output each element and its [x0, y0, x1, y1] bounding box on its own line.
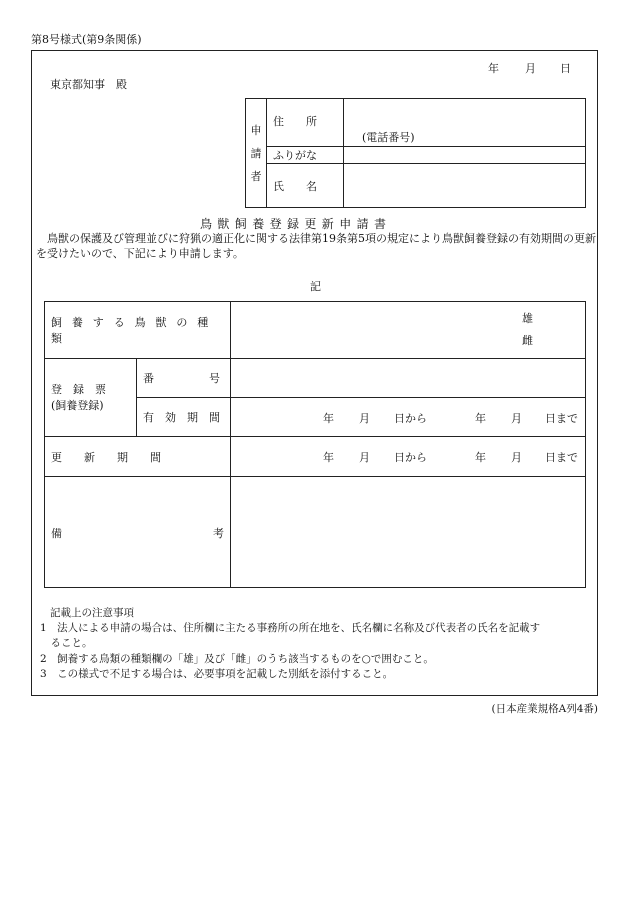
- number-label: 番 号: [137, 359, 231, 398]
- species-field[interactable]: [231, 302, 586, 359]
- form-number: 第8号様式(第9条関係): [31, 33, 142, 46]
- date-year: 年: [488, 62, 499, 75]
- form-title: 鳥獣飼養登録更新申請書: [200, 217, 392, 231]
- note-item: 3 この様式で不足する場合は、必要事項を記載した別紙を添付すること。: [40, 668, 394, 680]
- applicant-table: [245, 98, 586, 208]
- species-label: 飼養する鳥獣の種類: [45, 302, 231, 359]
- number-field[interactable]: [231, 359, 586, 398]
- note-item: 1 法人による申請の場合は、住所欄に主たる事務所の所在地を、氏名欄に名称及び代表者の氏名を記載す: [40, 622, 541, 634]
- note-item: ること。: [40, 637, 93, 649]
- date-day: 日: [560, 62, 571, 75]
- registration-label: 登 録 票 (飼養登録): [45, 359, 137, 437]
- remarks-label: 備 考: [45, 477, 231, 588]
- furigana-label: ふりがな: [267, 147, 344, 164]
- furigana-field[interactable]: [344, 147, 586, 164]
- addressee: 東京都知事 殿: [50, 78, 127, 91]
- validity-label: 有 効 期 間: [137, 398, 231, 437]
- paper-size-note: (日本産業規格A列4番): [491, 703, 598, 715]
- intro-text: 鳥獣の保護及び管理並びに狩猟の適正化に関する法律第19条第5項の規定により鳥獣飼養登録の有効期間の更新を受けたいので、下記により申請します。: [36, 232, 596, 260]
- name-field[interactable]: [344, 164, 586, 208]
- female-label: 雌: [522, 334, 533, 347]
- phone-label: (電話番号): [362, 131, 415, 144]
- note-item: 2 飼養する鳥類の種類欄の「雄」及び「雌」のうち該当するものを○で囲むこと。: [40, 653, 434, 665]
- address-label: 住 所: [267, 99, 344, 147]
- renewal-field[interactable]: 年 月 日から 年 月 日まで: [231, 437, 586, 477]
- name-label: 氏 名: [267, 164, 344, 208]
- ki-label: 記: [310, 280, 321, 293]
- record-table: [44, 301, 586, 588]
- renewal-label: 更 新 期 間: [45, 437, 231, 477]
- applicant-label: 申 請 者: [246, 99, 267, 208]
- remarks-field[interactable]: [231, 477, 586, 588]
- validity-field[interactable]: 年 月 日から 年 月 日まで: [231, 398, 586, 437]
- notes-heading: 記載上の注意事項: [50, 607, 134, 619]
- date-month: 月: [525, 62, 536, 75]
- male-label: 雄: [522, 312, 533, 325]
- address-field[interactable]: [344, 99, 586, 147]
